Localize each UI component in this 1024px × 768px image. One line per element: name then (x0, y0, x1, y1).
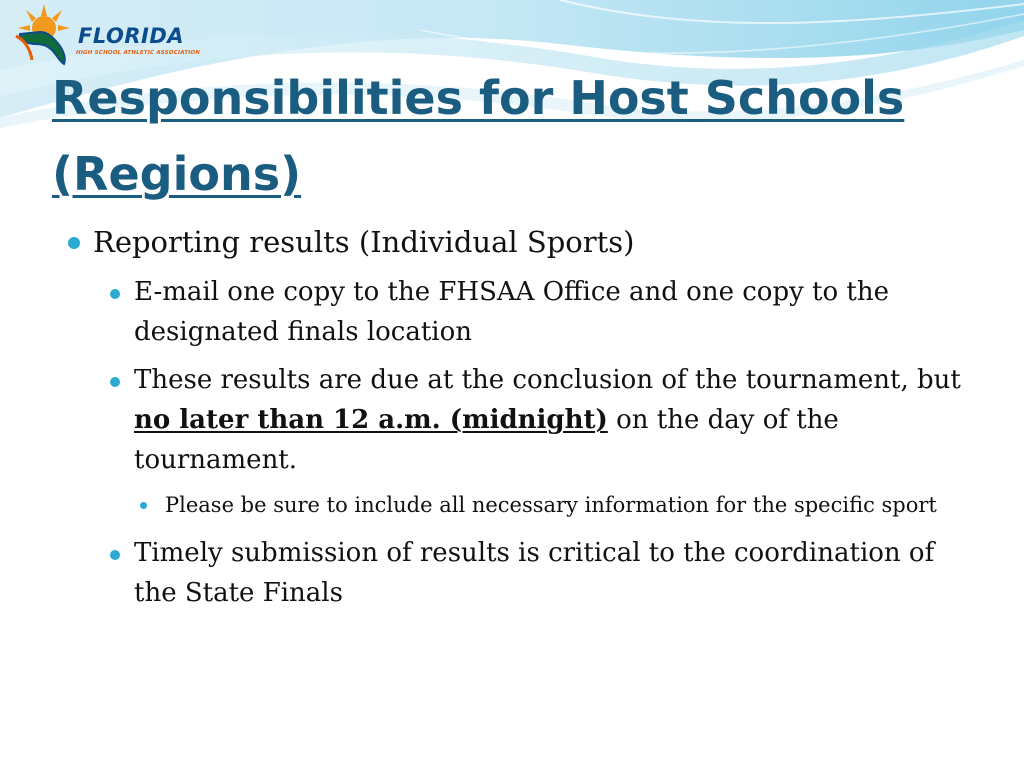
bullet-text: E-mail one copy to the FHSAA Office and one copy to the designated finals location (134, 277, 889, 347)
bullet-level-2 (107, 272, 962, 352)
bullet-dot-icon (110, 289, 120, 299)
bullet-level-3 (138, 488, 962, 523)
bullet-level-2 (107, 533, 962, 613)
logo-subtitle: HIGH SCHOOL ATHLETIC ASSOCIATION (76, 50, 201, 56)
bullet-dot-icon (140, 502, 147, 509)
logo-wordmark: FLORIDA (78, 24, 184, 48)
bullet-level-2 (107, 360, 962, 480)
bullet-level-1 (62, 222, 962, 262)
bullet-text: Reporting results (Individual Sports) (93, 225, 635, 259)
bullet-text: on the day of the tournament. (134, 405, 839, 475)
bullet-text: Please be sure to include all necessary information for the specific sport (165, 493, 937, 517)
florida-sun-icon (14, 2, 86, 68)
bullet-dot-icon (68, 237, 80, 249)
bullet-list (62, 222, 962, 621)
bullet-dot-icon (110, 377, 120, 387)
bullet-text: These results are due at the conclusion of the tournament, but (134, 365, 961, 395)
bullet-text: Timely submission of results is critical to the coordination of the State Finals (134, 538, 935, 608)
deadline-emphasis: no later than 12 a.m. (midnight) (134, 405, 608, 435)
bullet-dot-icon (110, 550, 120, 560)
fhsaa-logo (14, 2, 201, 68)
slide-title: Responsibilities for Host Schools (Regions) (52, 71, 905, 201)
